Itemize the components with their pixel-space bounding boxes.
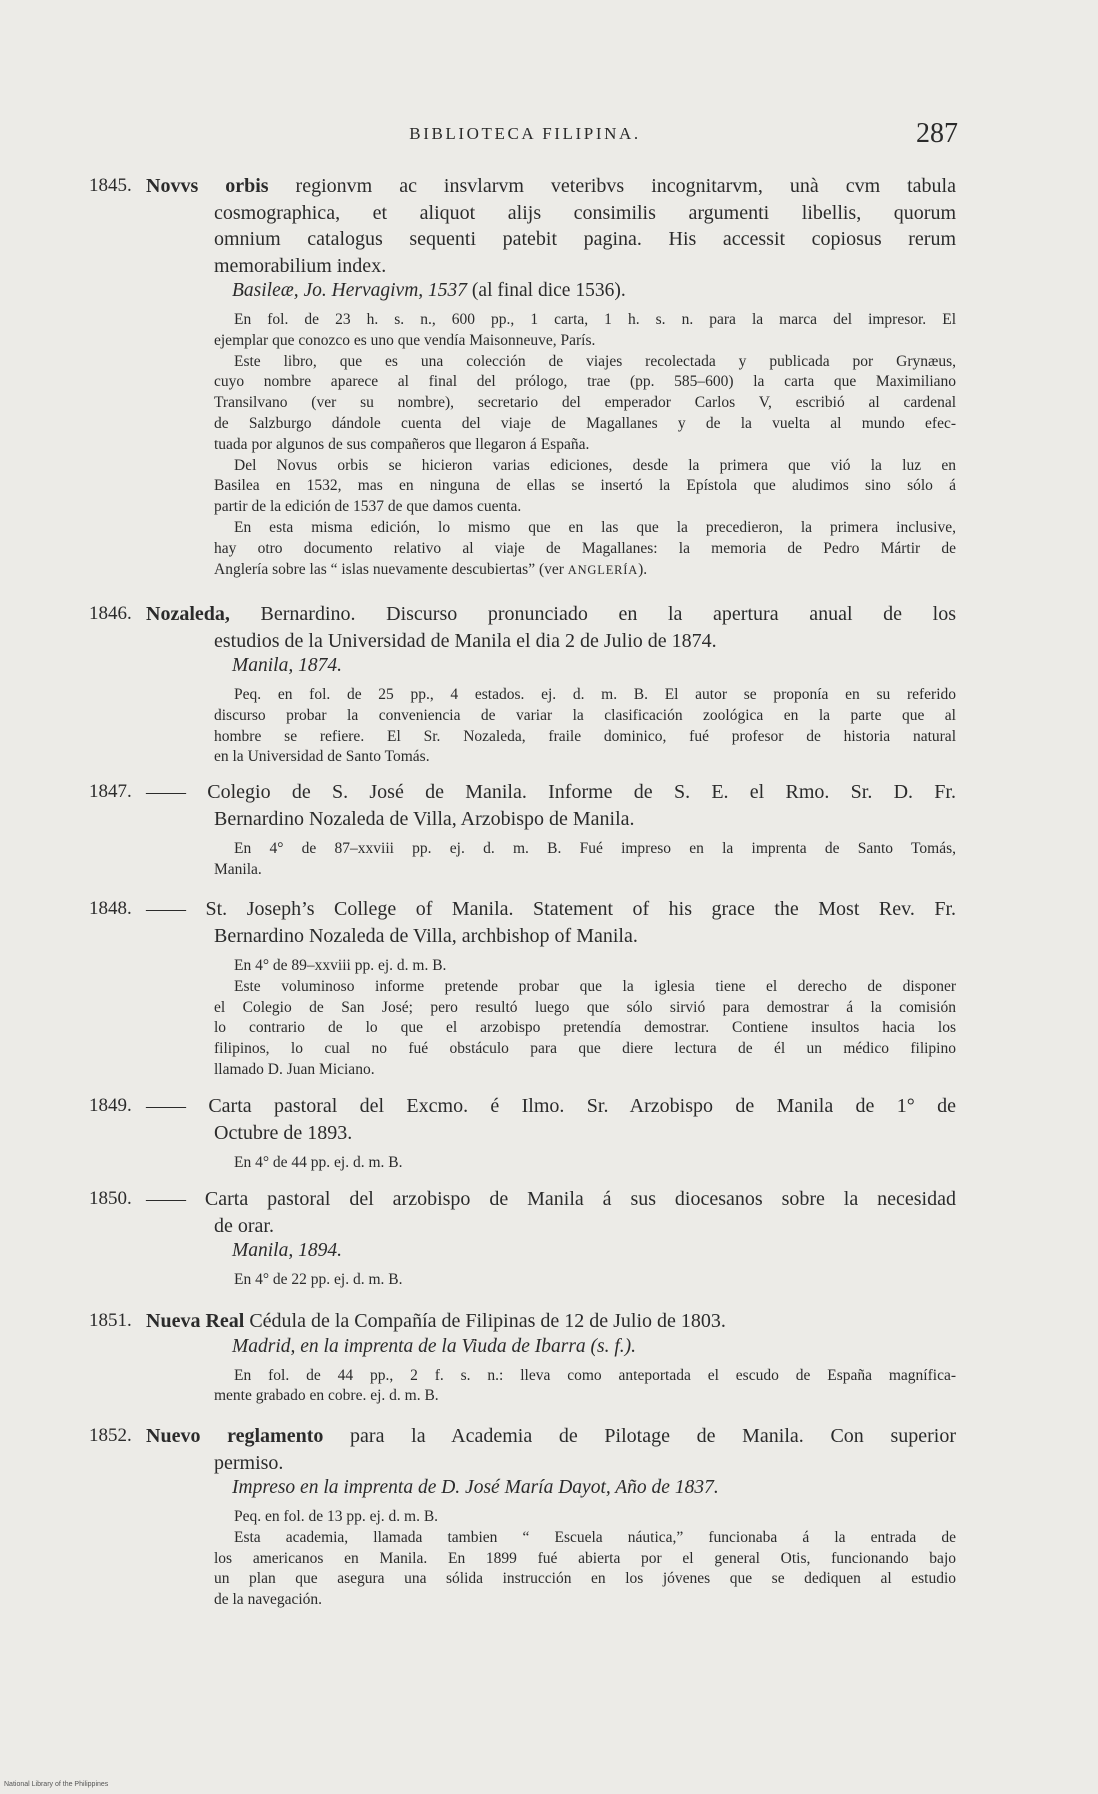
entry-notes	[0, 956, 1098, 1081]
entry-notes	[0, 310, 1098, 580]
entry-heading-line	[146, 1186, 956, 1213]
page-number: 287	[916, 118, 958, 149]
cross-reference: ANGLERÍA	[567, 562, 639, 577]
entry-line: Octubre de 1893.	[214, 1121, 353, 1144]
note-line: Este libro, que es una colección de viajes recolectada y publicada por Grynæus,	[234, 352, 956, 370]
entry-heading-line	[146, 1093, 956, 1120]
entry-title-text: Cédula de la Compañía de Filipinas de 12 de Julio de 1803.	[244, 1310, 726, 1332]
note-line: En 4° de 22 pp. ej. d. m. B.	[234, 1271, 403, 1288]
note-text: ).	[638, 560, 648, 578]
imprint-line	[232, 654, 1098, 678]
note-line: partir de la edición de 1537 de que damos cuenta.	[214, 498, 522, 516]
entry-title-bold: Nozaleda,	[146, 603, 230, 625]
note-line: En 4° de 44 pp. ej. d. m. B.	[234, 1154, 403, 1171]
imprint-line	[232, 279, 1098, 303]
entry-notes	[0, 685, 1098, 768]
entry-notes	[0, 1270, 1098, 1291]
note-line: Esta academia, llamada tambien “ Escuela náutica,” funcionaba á la entrada de	[234, 1528, 956, 1546]
note-line: de la navegación.	[214, 1591, 323, 1609]
ditto-dash: ——	[146, 1188, 186, 1210]
note-line: discurso probar la conveniencia de variar la clasificación zoológica en la parte que al	[214, 706, 956, 724]
entry-title-text: regionvm ac insvlarvm veteribvs incognitarvm, unà cvm tabula	[268, 175, 956, 197]
entry-notes	[0, 1507, 1098, 1611]
note-line: Peq. en fol. de 25 pp., 4 estados. ej. d. m. B. El autor se proponía en su referido	[234, 686, 956, 703]
note-line: lo contrario de lo que el arzobispo pretendía demostrar. Contiene insultos hacia los	[214, 1019, 956, 1037]
entry-number: 1851.	[89, 1310, 132, 1331]
entry-notes	[0, 839, 1098, 881]
entry-number: 1850.	[89, 1188, 132, 1209]
imprint-italic: Madrid, en la imprenta de la Viuda de Ibarra (s. f.).	[232, 1335, 637, 1357]
entry-title-bold: Novvs orbis	[146, 175, 269, 197]
note-line: Peq. en fol. de 13 pp. ej. d. m. B.	[234, 1508, 439, 1525]
entry-1850	[0, 1186, 1098, 1291]
entry-1848	[0, 896, 1098, 1081]
entry-title-bold: Nuevo reglamento	[146, 1425, 324, 1447]
entry-number: 1848.	[89, 898, 132, 919]
note-line: Manila.	[214, 860, 262, 878]
note-text: Anglería sobre las “ islas nuevamente descubiertas” (ver	[214, 560, 568, 578]
note-line: En fol. de 44 pp., 2 f. s. n.: lleva como anteportada el escudo de España magnífica-	[234, 1366, 956, 1384]
entry-1846	[0, 601, 1098, 768]
note-line: los americanos en Manila. En 1899 fué abierta por el general Otis, funcionando bajo	[214, 1549, 956, 1567]
note-line: de Salzburgo dándole cuenta del viaje de Magallanes y de la vuelta al mundo efec-	[214, 414, 956, 432]
entry-heading-line	[146, 779, 956, 806]
entry-heading-line	[146, 601, 956, 628]
entry-number: 1846.	[89, 603, 132, 624]
note-line	[214, 560, 956, 581]
entry-1852	[0, 1423, 1098, 1611]
note-line: Transilvano (ver su nombre), secretario del emperador Carlos V, escribió al cardenal	[214, 394, 956, 412]
entry-title-text: para la Academia de Pilotage de Manila. Con superior	[323, 1425, 957, 1447]
note-line: tuada por algunos de sus compañeros que llegaron á España.	[214, 435, 590, 453]
note-line: el Colegio de San José; pero resultó luego que sólo sirvió para demostrar á la comisión	[214, 998, 956, 1016]
note-line: Del Novus orbis se hicieron varias ediciones, desde la primera que vió la luz en	[234, 456, 956, 474]
note-line: cuyo nombre aparece al final del prólogo, trae (pp. 585–600) la carta que Maximiliano	[214, 373, 956, 391]
imprint-text: (al final dice 1536).	[467, 280, 626, 301]
imprint-italic: Impreso en la imprenta de D. José María Dayot, Año de 1837.	[232, 1477, 719, 1498]
entry-heading-line	[146, 896, 956, 923]
note-line: En esta misma edición, lo mismo que en las que la precedieron, la primera inclusive,	[234, 518, 956, 536]
entry-1849	[0, 1093, 1098, 1174]
entry-title-text: Carta pastoral del Excmo. é Ilmo. Sr. Arzobispo de Manila de 1° de	[186, 1095, 956, 1117]
running-head: BIBLIOTECA FILIPINA.	[409, 124, 641, 143]
imprint-italic: Manila, 1874.	[232, 655, 342, 676]
note-line: filipinos, lo cual no fué obstáculo para que diere lectura de él un médico filipino	[214, 1040, 956, 1058]
entry-line: Bernardino Nozaleda de Villa, Arzobispo de Manila.	[214, 807, 635, 830]
note-line: un plan que asegura una sólida instrucción en los jóvenes que se dediquen al estudio	[214, 1570, 956, 1588]
note-line: En 4° de 87–xxviii pp. ej. d. m. B. Fué impreso en la imprenta de Santo Tomás,	[234, 840, 956, 857]
note-line: En fol. de 23 h. s. n., 600 pp., 1 carta, 1 h. s. n. para la marca del impresor. El	[234, 311, 956, 328]
note-line: En 4° de 89–xxviii pp. ej. d. m. B.	[234, 957, 447, 974]
entry-line: estudios de la Universidad de Manila el dia 2 de Julio de 1874.	[214, 629, 717, 652]
note-line: hombre se refiere. El Sr. Nozaleda, fraile dominico, fué profesor de historia natural	[214, 727, 956, 745]
note-line: ejemplar que conozco es uno que vendía Maisonneuve, París.	[214, 331, 596, 349]
entry-title-bold: Nueva Real	[146, 1310, 245, 1332]
imprint-line	[232, 1335, 1098, 1359]
entry-heading-line	[146, 173, 956, 200]
entry-number: 1849.	[89, 1095, 132, 1116]
note-line: mente grabado en cobre. ej. d. m. B.	[214, 1387, 439, 1405]
entry-title-text: Bernardino. Discurso pronunciado en la apertura anual de los	[229, 603, 956, 625]
entry-line: de orar.	[214, 1214, 274, 1237]
entry-number: 1847.	[89, 781, 132, 802]
ditto-dash: ——	[146, 781, 186, 803]
imprint-italic: Manila, 1894.	[232, 1240, 342, 1261]
scan-footer: National Library of the Philippines	[4, 1781, 109, 1788]
note-line: hay otro documento relativo al viaje de Magallanes: la memoria de Pedro Mártir de	[214, 539, 956, 557]
entry-heading-line	[146, 1423, 956, 1450]
entry-title-text: Carta pastoral del arzobispo de Manila á sus diocesanos sobre la necesidad	[186, 1188, 956, 1210]
entry-1845	[0, 173, 1098, 580]
entry-heading-line	[146, 1308, 956, 1335]
entry-line: cosmographica, et aliquot alijs consimilis argumenti libellis, quorum	[214, 201, 956, 224]
entry-line: memorabilium index.	[214, 254, 387, 277]
entry-line: omnium catalogus sequenti patebit pagina. His accessit copiosus rerum	[214, 228, 956, 250]
entry-title-text: Colegio de S. José de Manila. Informe de S. E. el Rmo. Sr. D. Fr.	[186, 781, 956, 803]
entry-number: 1845.	[89, 175, 132, 196]
imprint-line	[232, 1476, 1098, 1500]
entry-number: 1852.	[89, 1425, 132, 1446]
note-line: en la Universidad de Santo Tomás.	[214, 748, 430, 766]
entry-notes	[0, 1366, 1098, 1408]
note-line: Este voluminoso informe pretende probar que la iglesia tiene el derecho de disponer	[234, 977, 956, 995]
entry-line: Bernardino Nozaleda de Villa, archbishop of Manila.	[214, 924, 638, 947]
note-line: Basilea en 1532, mas en ninguna de ellas se insertó la Epístola que aludimos sino sólo á	[214, 477, 956, 495]
entry-1847	[0, 779, 1098, 881]
entry-notes	[0, 1153, 1098, 1174]
ditto-dash: ——	[146, 898, 186, 920]
entry-title-text: St. Joseph’s College of Manila. Statement of his grace the Most Rev. Fr.	[186, 898, 956, 920]
note-line: llamado D. Juan Miciano.	[214, 1060, 375, 1078]
entry-line: permiso.	[214, 1451, 284, 1474]
entry-1851	[0, 1308, 1098, 1407]
ditto-dash: ——	[146, 1095, 186, 1117]
imprint-line	[232, 1239, 1098, 1263]
imprint-italic: Basileæ, Jo. Hervagivm, 1537	[232, 280, 468, 301]
